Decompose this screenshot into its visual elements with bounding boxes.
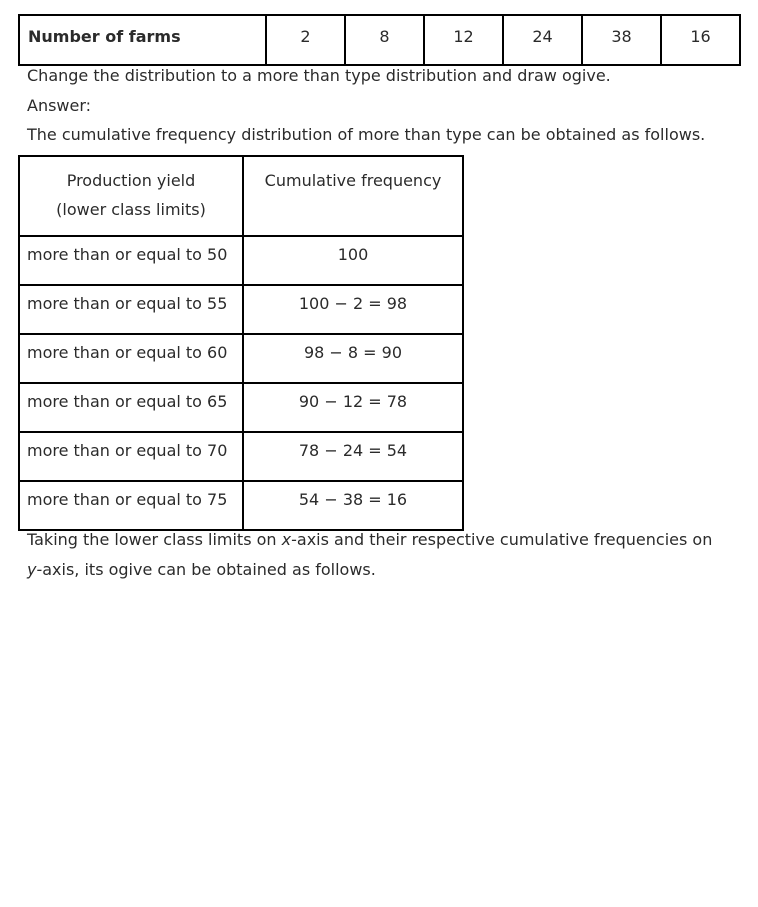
cumulative-frequency-cell: 98 − 8 = 90	[243, 334, 463, 383]
instruction-text: Change the distribution to a more than type distribution and draw ogive.	[27, 66, 611, 85]
conclusion-part2: -axis and their respective cumulative frequencies on	[291, 530, 713, 549]
lower-limit-cell: more than or equal to 65	[19, 383, 243, 432]
y-variable: y	[27, 560, 37, 579]
lower-limit-cell: more than or equal to 70	[19, 432, 243, 481]
cumulative-frequency-cell: 100 − 2 = 98	[243, 285, 463, 334]
header-production-yield-line1: Production yield	[66, 171, 196, 190]
conclusion-line-2	[27, 560, 376, 580]
farms-count-cell: 16	[661, 15, 740, 65]
lower-limit-cell: more than or equal to 60	[19, 334, 243, 383]
conclusion-part1: Taking the lower class limits on	[27, 530, 282, 549]
lower-limit-cell: more than or equal to 75	[19, 481, 243, 530]
cumulative-frequency-table	[18, 155, 464, 531]
farms-count-cell: 38	[582, 15, 661, 65]
intro-text: The cumulative frequency distribution of more than type can be obtained as follows.	[27, 125, 706, 144]
farms-row-label: Number of farms	[19, 15, 266, 65]
answer-label: Answer:	[27, 96, 92, 115]
table-row	[19, 334, 463, 383]
farms-count-cell: 8	[345, 15, 424, 65]
conclusion-line-1	[27, 530, 712, 550]
header-cumulative-frequency: Cumulative frequency	[243, 156, 463, 236]
table-row	[19, 236, 463, 285]
lower-limit-cell: more than or equal to 55	[19, 285, 243, 334]
x-variable: x	[281, 530, 292, 549]
farms-count-cell: 2	[266, 15, 345, 65]
table-header-row	[19, 156, 463, 236]
table-row	[19, 481, 463, 530]
cumulative-frequency-cell: 78 − 24 = 54	[243, 432, 463, 481]
farms-row	[19, 15, 740, 65]
farms-count-cell: 12	[424, 15, 503, 65]
cumulative-frequency-cell: 90 − 12 = 78	[243, 383, 463, 432]
header-production-yield-line2: (lower class limits)	[56, 200, 206, 219]
header-production-yield	[19, 156, 243, 236]
table-row	[19, 383, 463, 432]
conclusion-part3: -axis, its ogive can be obtained as follows.	[36, 560, 376, 579]
farms-count-cell: 24	[503, 15, 582, 65]
farms-frequency-table	[18, 14, 741, 66]
cumulative-frequency-cell: 54 − 38 = 16	[243, 481, 463, 530]
cumulative-frequency-cell: 100	[243, 236, 463, 285]
table-row	[19, 285, 463, 334]
table-row	[19, 432, 463, 481]
lower-limit-cell: more than or equal to 50	[19, 236, 243, 285]
